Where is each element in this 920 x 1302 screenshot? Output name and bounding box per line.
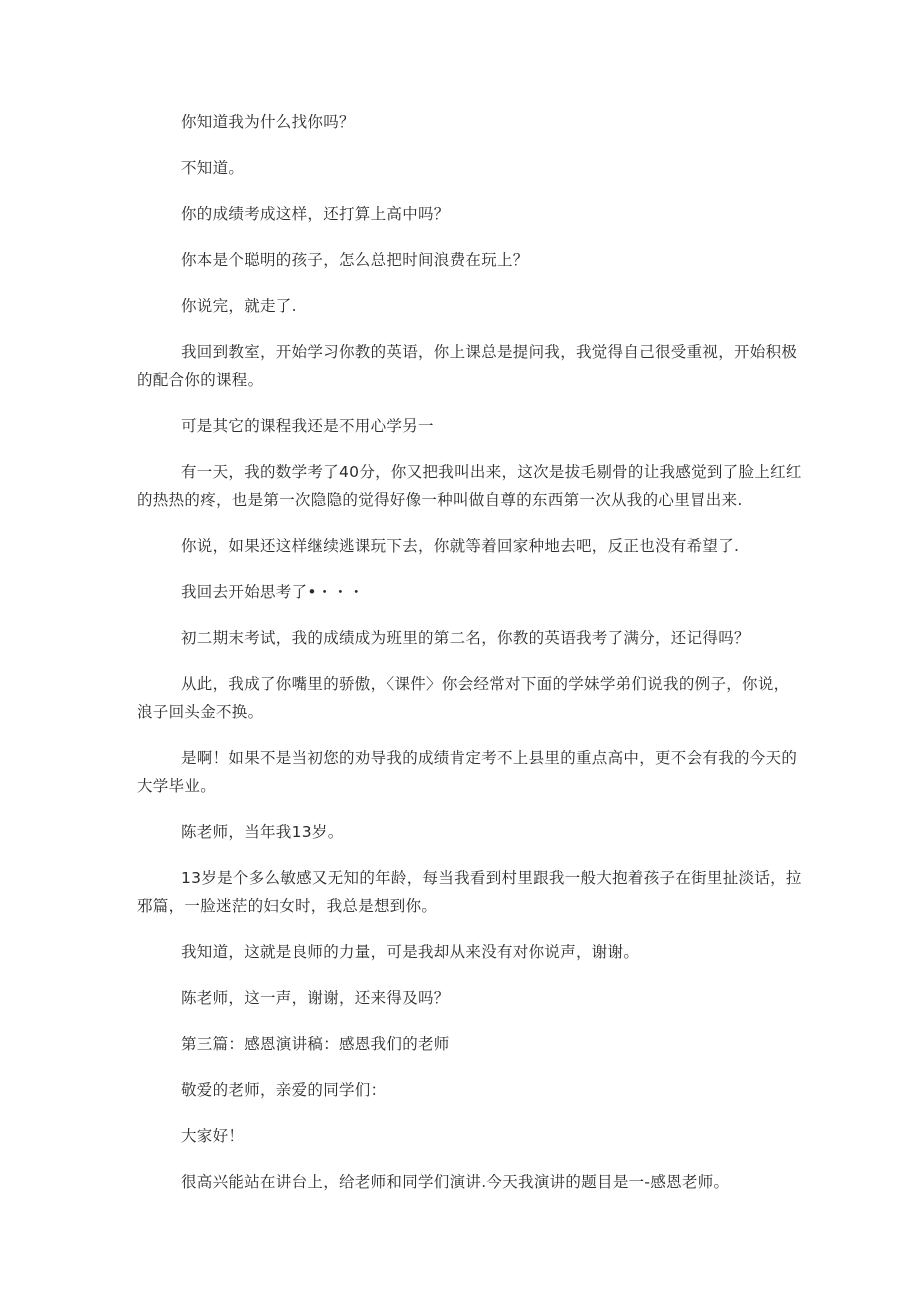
paragraph: 我回去开始思考了•・・・ bbox=[181, 583, 365, 601]
paragraph: 大家好！ bbox=[181, 1127, 245, 1145]
section-heading: 第三篇：感恩演讲稿：感恩我们的老师 bbox=[181, 1035, 450, 1053]
paragraph: 我知道，这就是良师的力量，可是我却从来没有对你说声，谢谢。 bbox=[181, 943, 640, 961]
paragraph: 陈老师，这一声，谢谢，还来得及吗？ bbox=[181, 989, 450, 1007]
paragraph: 从此，我成了你嘴里的骄傲，〈课件〉你会经常对下面的学妹学弟们说我的例子，你说，浪子回头金不换。 bbox=[137, 675, 790, 721]
paragraph: 你说，如果还这样继续逃课玩下去，你就等着回家种地去吧，反正也没有希望了. bbox=[181, 537, 740, 555]
paragraph: 很高兴能站在讲台上，给老师和同学们演讲.今天我演讲的题目是一-感恩老师。 bbox=[181, 1173, 730, 1191]
paragraph: 我回到教室，开始学习你教的英语，你上课总是提问我，我觉得自己很受重视，开始积极的配合你的课程。 bbox=[137, 343, 798, 389]
paragraph: 有一天，我的数学考了40分，你又把我叫出来，这次是拔毛剔骨的让我感觉到了脸上红红的热热的疼，也是第一次隐隐的觉得好像一种叫做自尊的东西第一次从我的心里冒出来. bbox=[137, 463, 802, 509]
document-body bbox=[137, 108, 803, 1214]
paragraph: 初二期末考试，我的成绩成为班里的第二名，你教的英语我考了满分，还记得吗？ bbox=[181, 629, 750, 647]
paragraph: 13岁是个多么敏感又无知的年龄，每当我看到村里跟我一般大抱着孩子在街里扯淡话，拉邪篇，一脸迷茫的妇女时，我总是想到你。 bbox=[137, 869, 802, 915]
paragraph: 你本是个聪明的孩子，怎么总把时间浪费在玩上？ bbox=[181, 251, 529, 269]
paragraph: 敬爱的老师，亲爱的同学们： bbox=[181, 1081, 387, 1099]
paragraph: 可是其它的课程我还是不用心学另一 bbox=[181, 417, 434, 435]
paragraph: 陈老师，当年我13岁。 bbox=[181, 823, 344, 841]
paragraph: 你知道我为什么找你吗？ bbox=[181, 113, 355, 131]
paragraph: 你说完，就走了. bbox=[181, 297, 297, 315]
paragraph: 不知道。 bbox=[181, 159, 245, 177]
paragraph: 你的成绩考成这样，还打算上高中吗？ bbox=[181, 205, 450, 223]
paragraph: 是啊！如果不是当初您的劝导我的成绩肯定考不上县里的重点高中，更不会有我的今天的大学毕业。 bbox=[137, 749, 798, 795]
